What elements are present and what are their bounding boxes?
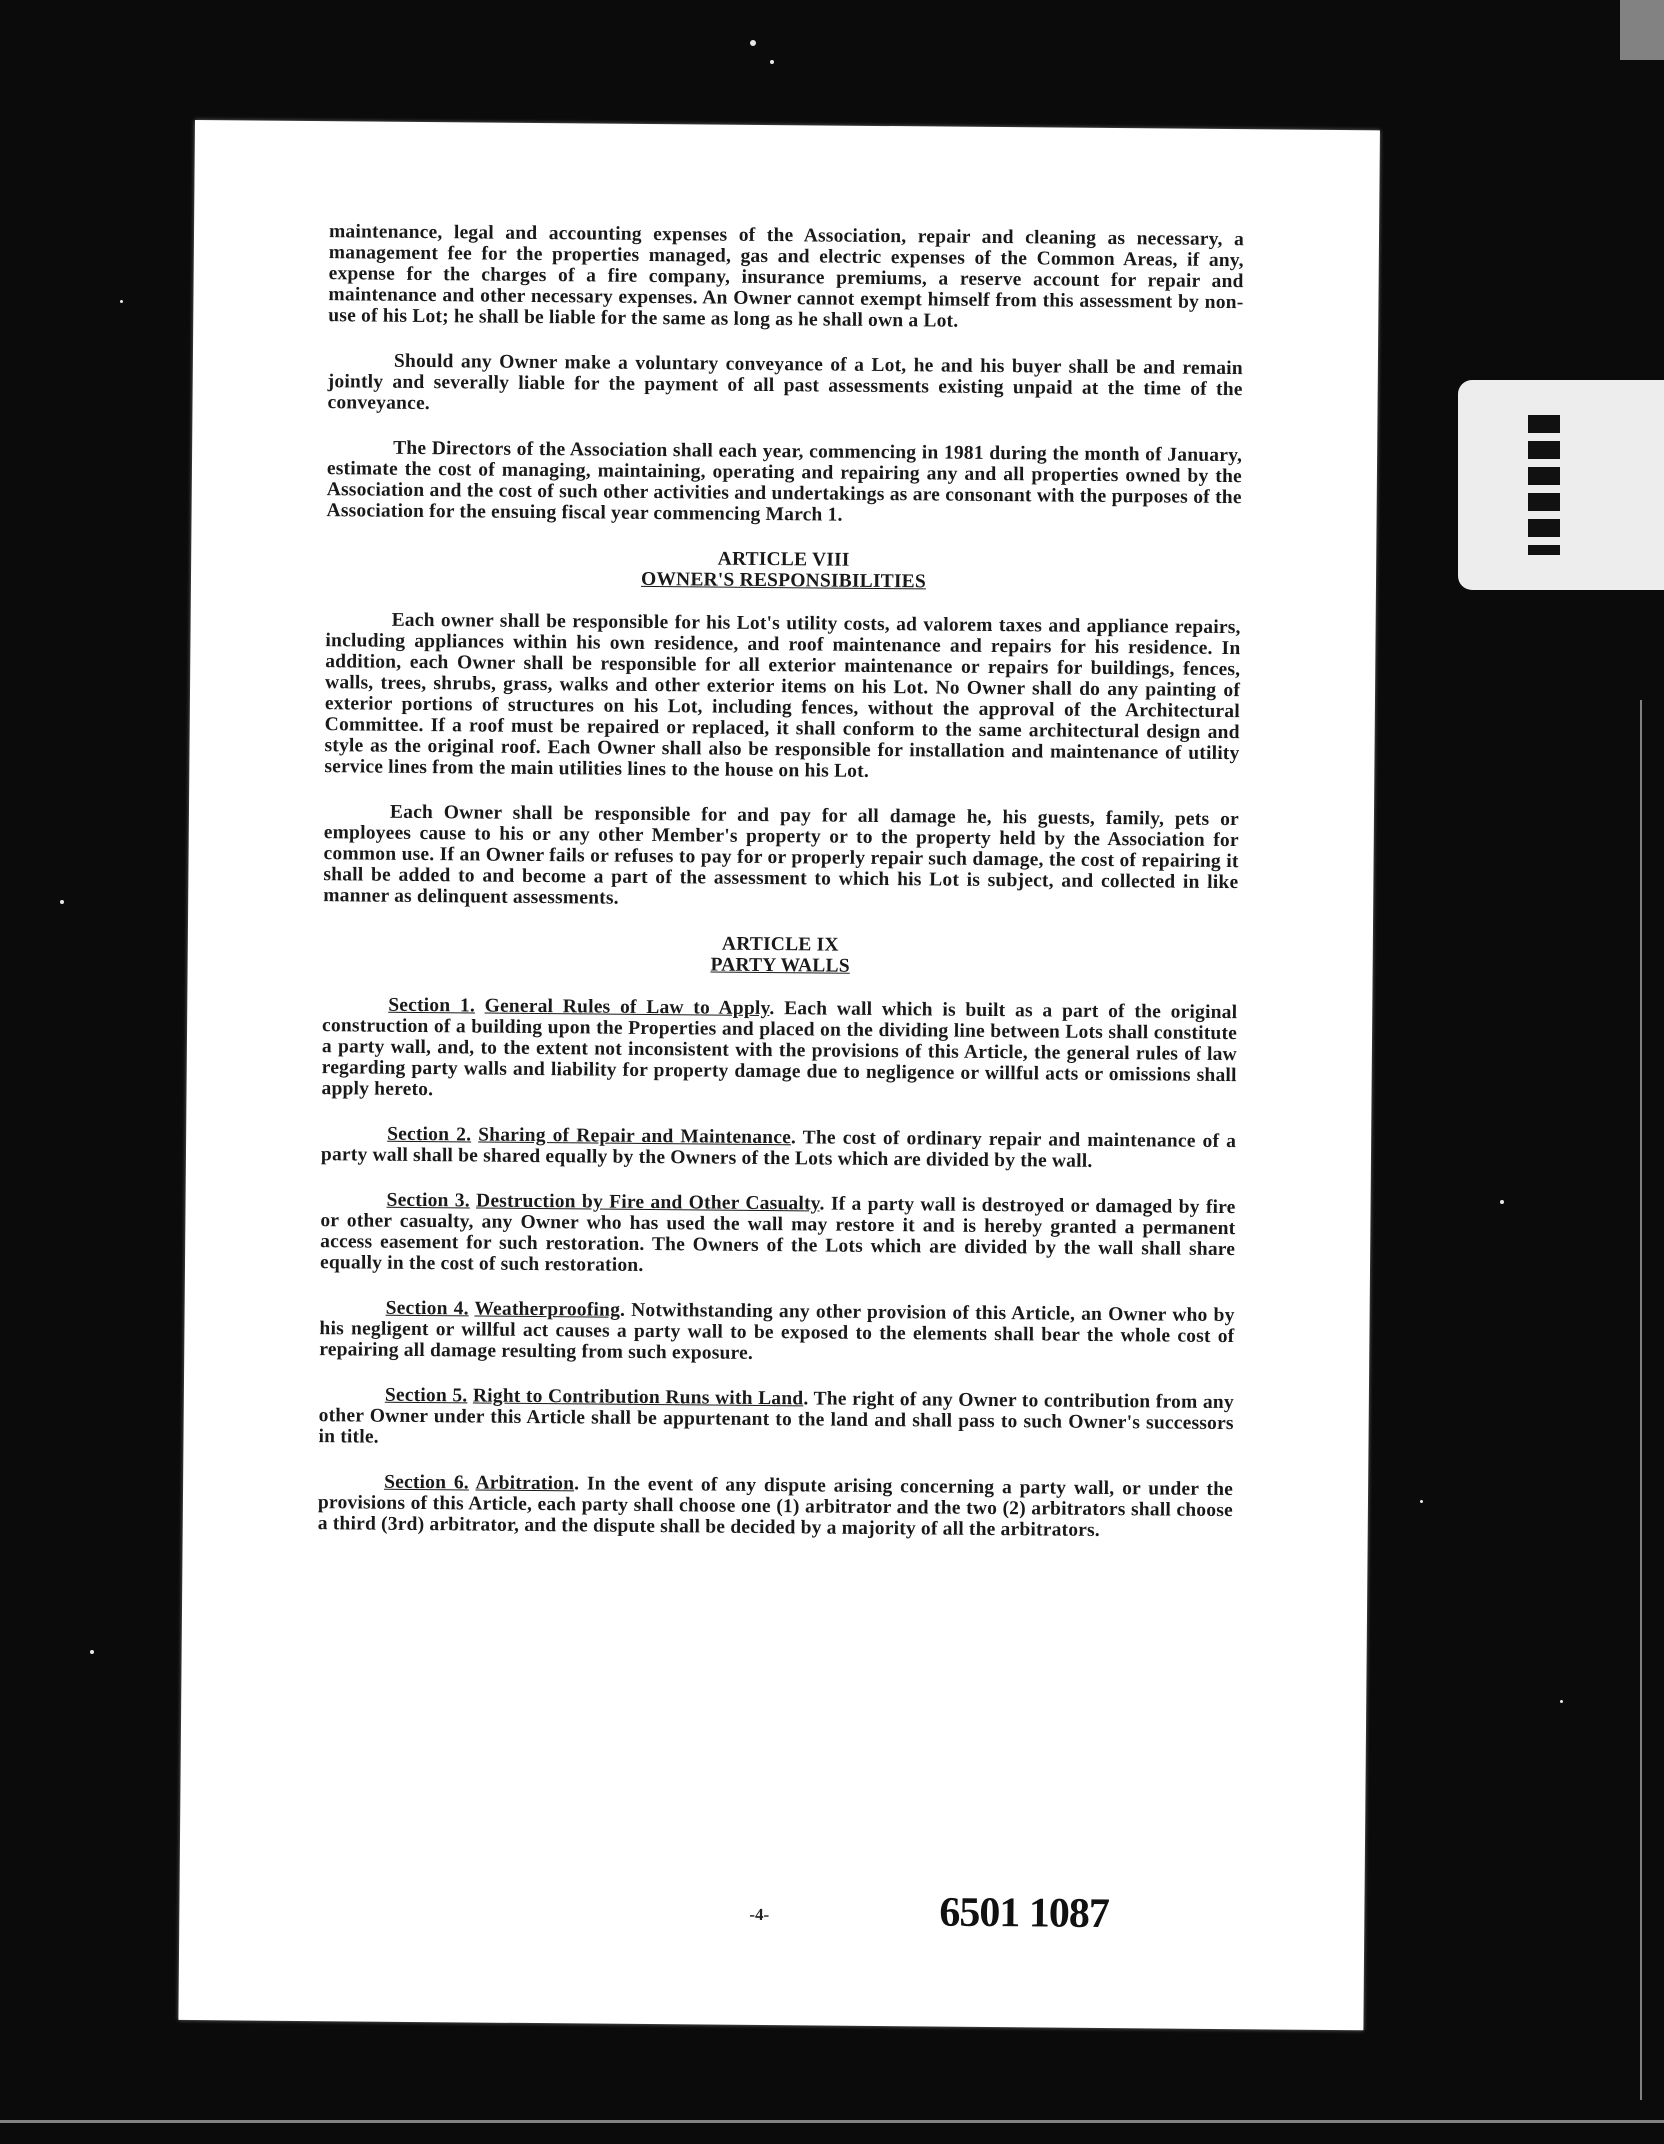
section-3-paragraph xyxy=(320,1189,1236,1281)
article-9-number: ARTICLE IX xyxy=(721,933,839,956)
book-page-reference: 6501 1087 xyxy=(939,1889,1110,1938)
article-8-title: OWNER'S RESPONSIBILITIES xyxy=(640,568,927,593)
scan-corner-noise xyxy=(1620,0,1664,60)
article-8-heading xyxy=(326,545,1241,595)
page-tab-marker xyxy=(1458,380,1664,590)
paragraph-assessment-expenses: maintenance, legal and accounting expenses of the Association, repair and cleaning as necessary, a management fee for the properties managed, gas and electric expenses of the Common Areas, if any, expense for the charges of a fire company, insurance premiums, a reserve account for repair and maintenance and other necessary expenses. An Owner cannot exempt himself from this assessment by non-use of his Lot; he shall be liable for the same as long as he shall own a Lot. xyxy=(328,221,1245,332)
article-9-heading xyxy=(323,930,1238,980)
section-5-text: . The right of any Owner to contribution from any other Owner under this Article shall be appurtenant to the land and shall pass to such Owner's successors in title. xyxy=(318,1388,1234,1448)
scan-bottom-line xyxy=(0,2120,1664,2123)
scan-speck xyxy=(1560,1700,1563,1703)
section-1-text: . Each wall which is built as a part of the original construction of a building upon the Properties and placed on the dividing line between Lots shall constitute a party wall, and, to the extent not inconsistent with the provisions of this Article, the general rules of law regarding party walls and liability for property damage due to negligence or willful acts or omissions shall apply hereto. xyxy=(321,998,1238,1101)
section-4-text: . Notwithstanding any other provision of this Article, an Owner who by his negligent or willful act causes a party wall to be exposed to the elements shall bear the whole cost of repairing all damage resulting from such exposure. xyxy=(319,1299,1235,1364)
article-8-number: ARTICLE VIII xyxy=(717,548,850,571)
section-2-paragraph xyxy=(321,1123,1236,1173)
scan-speck xyxy=(770,60,774,64)
section-2-number: Section 2. xyxy=(387,1123,472,1146)
section-5-title: Right to Contribution Runs with Land xyxy=(472,1385,804,1410)
paragraph-voluntary-conveyance: Should any Owner make a voluntary conveyance of a Lot, he and his buyer shall be and remain jointly and severally liable for the payment of all past assessments existing unpaid at the time of the conveyance. xyxy=(327,350,1243,415)
section-5-paragraph xyxy=(318,1384,1234,1455)
section-6-paragraph xyxy=(318,1471,1234,1542)
paragraph-directors-estimate: The Directors of the Association shall each year, commencing in 1981 during the month of January, estimate the cost of managing, maintaining, operating and repairing any and all properties owned by the Association and the cost of such other activities and undertakings as are consonant with the purposes of the Association for the ensuing fiscal year commencing March 1. xyxy=(326,437,1243,526)
scan-speck xyxy=(1420,1500,1423,1503)
section-2-text: . The cost of ordinary repair and maintenance of a party wall shall be shared equally by the Owners of the Lots which are divided by the wall. xyxy=(320,1127,1237,1172)
scan-edge-line xyxy=(1640,700,1642,2100)
scan-speck xyxy=(750,40,756,46)
section-1-number: Section 1. xyxy=(388,994,476,1017)
section-4-paragraph xyxy=(319,1297,1235,1368)
scan-speck xyxy=(60,900,64,904)
section-6-text: . In the event of any dispute arising concerning a party wall, or under the provisions of this Article, each party shall choose one (1) arbitrator and the two (2) arbitrators shall choose a third (3rd) arbitrator, and the dispute shall be decided by a majority of all the arbitrators. xyxy=(317,1473,1234,1541)
section-6-number: Section 6. xyxy=(384,1471,470,1494)
scan-speck xyxy=(90,1650,94,1654)
scan-speck xyxy=(1500,1200,1504,1204)
page-number: -4- xyxy=(749,1904,770,1925)
section-4-number: Section 4. xyxy=(385,1297,469,1320)
paragraph-owner-damage: Each Owner shall be responsible for and pay for all damage he, his guests, family, pets or employees cause to his or any other Member's property or to the property held by the Association for common use. If an Owner fails or refuses to pay for or properly repair such damage, the cost of repairing it shall be added to and become a part of the assessment to which his Lot is subject, and collected in like manner as delinquent assessments. xyxy=(323,801,1240,909)
document-page xyxy=(178,120,1380,2030)
section-2-title: Sharing of Repair and Maintenance xyxy=(478,1124,792,1149)
article-9-title: PARTY WALLS xyxy=(710,954,850,977)
section-3-title: Destruction by Fire and Other Casualty xyxy=(476,1190,820,1215)
paragraph-owner-responsibilities: Each owner shall be responsible for his Lot's utility costs, ad valorem taxes and appliance repairs, including appliances within his own residence, and roof maintenance and repairs for his residence. In addition, each Owner shall be responsible for all exterior maintenance or repairs for buildings, fences, walls, trees, shrubs, grass, walks and other exterior items on his Lot. No Owner shall do any painting of exterior portions of structures on his Lot, including fences, without the approval of the Architectural Committee. If a roof must be repaired or replaced, it shall conform to the same architectural design and style as the original roof. Each Owner shall also be responsible for installation and maintenance of utility service lines from the main utilities lines to the house on his Lot. xyxy=(324,609,1241,782)
section-1-title: General Rules of Law to Apply xyxy=(484,995,770,1020)
tab-mark-glyph xyxy=(1528,415,1560,555)
section-5-number: Section 5. xyxy=(384,1384,468,1407)
scan-speck xyxy=(120,300,123,303)
section-3-text: . If a party wall is destroyed or damaged by fire or other casualty, any Owner who has used the wall may restore it and is hereby granted a permanent access easement for such restoration. The Owners of the Lots which are divided by the wall shall share equally in the cost of such restoration. xyxy=(319,1193,1236,1276)
section-3-number: Section 3. xyxy=(386,1189,470,1212)
section-4-title: Weatherproofing xyxy=(474,1298,621,1321)
section-1-paragraph xyxy=(321,994,1237,1107)
document-body xyxy=(317,221,1244,1566)
section-6-title: Arbitration xyxy=(475,1472,575,1495)
